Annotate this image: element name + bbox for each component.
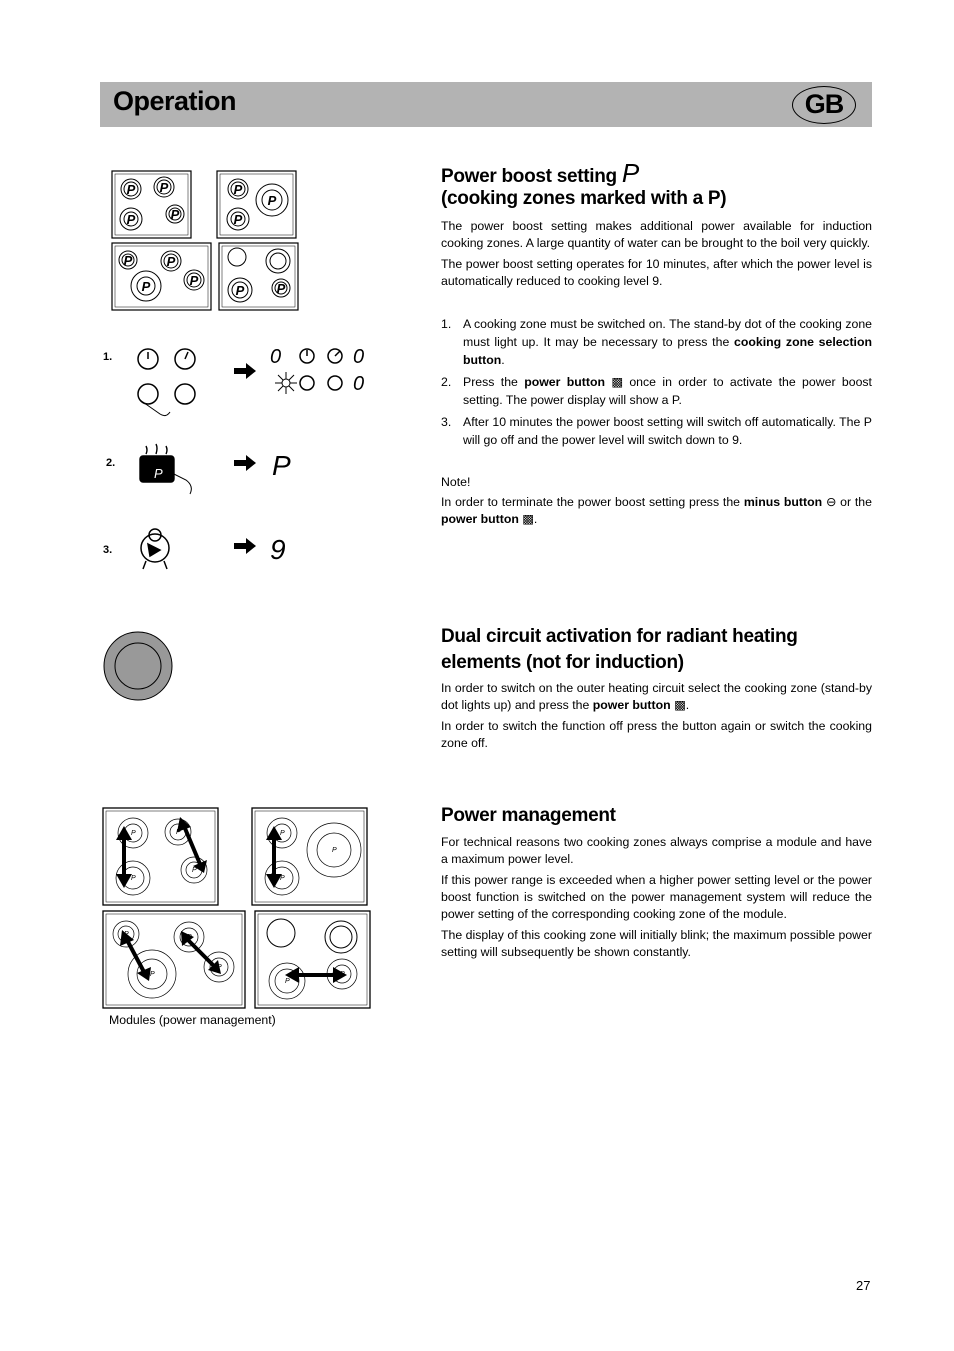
zone-letter: P bbox=[123, 253, 133, 268]
power-management-title: Power management bbox=[441, 805, 616, 826]
boost-paragraph-1: The power boost setting makes additional power available for induction cooking zones. A large quantity of water can be brought to the boil very quickly. bbox=[441, 219, 872, 250]
double-arrow-icon bbox=[177, 817, 207, 873]
step-label-2: 2. bbox=[106, 457, 116, 469]
zone-letter: P bbox=[141, 279, 151, 294]
power-pot-icon bbox=[140, 444, 191, 494]
modules-figure bbox=[100, 806, 372, 1012]
zone-letter: P bbox=[233, 212, 243, 227]
zone-letter: P bbox=[176, 829, 181, 836]
power-button-icon: ▩ bbox=[674, 698, 686, 712]
dual-title: Dual circuit activation for radiant heating bbox=[441, 626, 798, 647]
zone-letter: P bbox=[131, 875, 136, 882]
display-p: P bbox=[272, 450, 291, 481]
boost-step: 3. After 10 minutes the power boost setting will switch off automatically. The P will go off and the power level will switch down to 9. bbox=[441, 415, 872, 447]
radiant-zone-figure bbox=[100, 628, 176, 704]
zone-letter: P bbox=[131, 830, 136, 837]
power-management-section bbox=[441, 803, 872, 961]
zone-letter: P bbox=[189, 273, 199, 288]
pot-letter: P bbox=[154, 466, 163, 481]
power-button-icon: ▩ bbox=[611, 375, 623, 389]
double-arrow-icon bbox=[285, 967, 347, 983]
step-label-3: 3. bbox=[103, 544, 113, 556]
zone-letter: P bbox=[126, 182, 136, 197]
pm-paragraph-3: The display of this cooking zone will initially blink; the maximum possible power setting will subsequently be shown constantly. bbox=[441, 928, 872, 959]
boost-subtitle: (cooking zones marked with a P) bbox=[441, 188, 727, 209]
timer-icon bbox=[141, 529, 169, 569]
boost-steps-list bbox=[441, 315, 872, 449]
boost-step: 2. Press the power button ▩ once in order to activate the power boost setting. The power display will show a P. bbox=[441, 375, 872, 407]
arrow-icon bbox=[234, 538, 256, 554]
page-number: 27 bbox=[856, 1278, 871, 1293]
zone-letter: P bbox=[276, 281, 286, 296]
dual-subtitle: elements (not for induction) bbox=[441, 652, 684, 673]
dual-paragraph-2: In order to switch the function off press the button again or switch the cooking zone off. bbox=[441, 719, 872, 750]
zone-letter: P bbox=[170, 207, 180, 222]
zone-letter: P bbox=[235, 283, 245, 298]
dual-section bbox=[441, 624, 872, 752]
display-zero: 0 bbox=[353, 373, 365, 395]
zone-letter: P bbox=[233, 182, 243, 197]
boost-step: 1. A cooking zone must be switched on. The stand-by dot of the cooking zone must light up. It may be necessary to press the cooking zone selection button. bbox=[441, 317, 872, 367]
boost-p-symbol: P bbox=[621, 158, 639, 188]
dual-paragraph-1: In order to switch on the outer heating circuit select the cooking zone (stand-by dot lights up) and press the power button ▩. bbox=[441, 681, 872, 712]
zone-letter: P bbox=[332, 847, 337, 854]
boost-title: Power boost setting P bbox=[441, 158, 639, 188]
boost-steps-figure bbox=[100, 338, 380, 578]
zone-letter: P bbox=[285, 978, 290, 985]
zone-letter: P bbox=[280, 830, 285, 837]
step-label-1: 1. bbox=[103, 351, 113, 363]
power-button-icon: ▩ bbox=[522, 512, 534, 526]
zone-letter: P bbox=[166, 254, 176, 269]
pm-paragraph-2: If this power range is exceeded when a higher power setting level or the power boost function is switched on the power management system will reduce the power setting of the corresponding cooking zone of the module. bbox=[441, 873, 872, 921]
blink-star-icon bbox=[275, 372, 297, 394]
display-zero: 0 bbox=[270, 346, 282, 368]
note-text: In order to terminate the power boost setting press the minus button ⊖ or the power button ▩. bbox=[441, 495, 872, 526]
boost-zones-figure bbox=[110, 168, 302, 314]
zone-letter: P bbox=[124, 931, 129, 938]
zone-letter: P bbox=[340, 971, 345, 978]
display-nine: 9 bbox=[270, 534, 286, 565]
zone-letter: P bbox=[217, 964, 222, 971]
pm-paragraph-1: For technical reasons two cooking zones always comprise a module and have a maximum power level. bbox=[441, 835, 872, 866]
arrow-icon bbox=[234, 363, 256, 379]
zone-letter: P bbox=[192, 867, 197, 874]
display-zero: 0 bbox=[353, 346, 365, 368]
modules-caption: Modules (power management) bbox=[109, 1013, 276, 1027]
page-title: Operation bbox=[113, 86, 237, 116]
note-label: Note! bbox=[441, 475, 471, 489]
zone-letter: P bbox=[267, 193, 277, 208]
zone-letter: P bbox=[187, 934, 192, 941]
arrow-icon bbox=[234, 455, 256, 471]
country-badge: GB bbox=[792, 86, 856, 124]
minus-button-icon: ⊖ bbox=[825, 495, 837, 509]
boost-section bbox=[441, 160, 872, 528]
zone-letter: P bbox=[159, 180, 169, 195]
zone-letter: P bbox=[126, 212, 136, 227]
boost-paragraph-2: The power boost setting operates for 10 minutes, after which the power level is automatically reduced to cooking level 9. bbox=[441, 257, 872, 288]
zone-letter: P bbox=[150, 971, 155, 978]
zone-letter: P bbox=[280, 875, 285, 882]
